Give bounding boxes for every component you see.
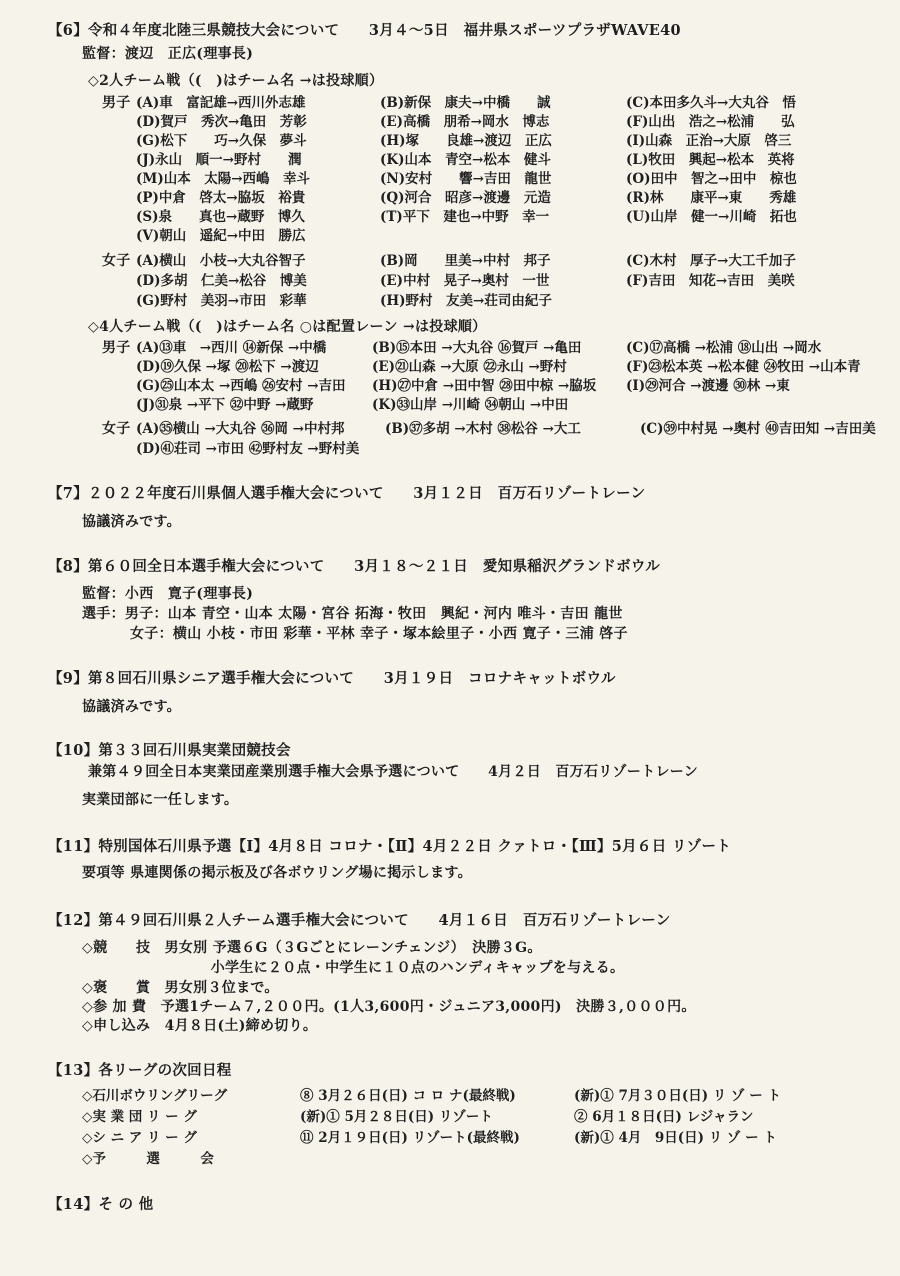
team-entry: (G)野村 美羽→市田 彩華 bbox=[136, 293, 307, 309]
team-entry: (T)平下 建也→中野 幸一 bbox=[380, 209, 550, 225]
section-12-line: 小学生に２０点・中学生に１０点のハンディキャップを与える。 bbox=[82, 960, 625, 976]
team-entry: (V)朝山 遥紀→中田 勝広 bbox=[136, 228, 306, 244]
team-entry: (E)高橋 朋希→岡水 博志 bbox=[380, 114, 550, 130]
two-men-label: 男子 bbox=[102, 95, 131, 111]
team-entry: (C)㊴中村晃 →奥村 ㊵吉田知 →吉田美 bbox=[640, 421, 876, 437]
section-12-line: ◇参 加 費 予選1チーム７,２００円。(1人3,600円・ジュニア3,000円) 決勝３,０００円。 bbox=[82, 999, 696, 1015]
team-entry: (A)㉟横山 →大丸谷 ㊱岡 →中村邦 bbox=[136, 421, 345, 437]
team-entry: (H)㉗中倉 →田中智 ㉘田中椋 →脇坂 bbox=[372, 378, 597, 394]
team-entry: (D)多胡 仁美→松谷 博美 bbox=[136, 273, 307, 289]
section-12-header: 【12】第４９回石川県２人チーム選手権大会について 4月１６日 百万石リゾートレーン bbox=[48, 912, 671, 929]
team-entry: (J)永山 順一→野村 潤 bbox=[136, 152, 302, 168]
team-entry: (J)㉛泉 →平下 ㉜中野 →蔵野 bbox=[136, 397, 314, 413]
section-9-body: 協議済みです。 bbox=[82, 699, 181, 715]
team-entry: (A)横山 小枝→大丸谷智子 bbox=[136, 253, 306, 269]
team-entry: (D)⑲久保 →塚 ⑳松下 →渡辺 bbox=[136, 359, 319, 375]
section-10-body: 実業団部に一任します。 bbox=[82, 792, 239, 808]
team-entry: (G)松下 巧→久保 夢斗 bbox=[136, 133, 307, 149]
league-name: ◇実 業 団 リ ー グ bbox=[82, 1109, 197, 1125]
team-entry: (A)車 富記雄→西川外志雄 bbox=[136, 95, 306, 111]
section-11-header: 【11】特別国体石川県予選【Ⅰ】4月８日 コロナ・【Ⅱ】4月２２日 クァトロ・【Ⅲ】5月６日 リゾート bbox=[48, 838, 732, 855]
team-entry: (C)木村 厚子→大工千加子 bbox=[626, 253, 796, 269]
team-entry: (A)⑬車 →西川 ⑭新保 →中橋 bbox=[136, 340, 327, 356]
team-entry: (Q)河合 昭彦→渡邊 元造 bbox=[380, 190, 551, 206]
team-entry: (C)本田多久斗→大丸谷 悟 bbox=[626, 95, 796, 111]
team-entry: (H)野村 友美→荘司由紀子 bbox=[380, 293, 552, 309]
section-7-body: 協議済みです。 bbox=[82, 514, 181, 530]
team-entry: (B)岡 里美→中村 邦子 bbox=[380, 253, 551, 269]
team-entry: (H)塚 良雄→渡辺 正広 bbox=[380, 133, 552, 149]
section-8-players-men: 選手：男子：山本 青空・山本 太陽・宮谷 拓海・牧田 興紀・河内 唯斗・吉田 龍世 bbox=[82, 606, 623, 622]
team-entry: (I)山森 正治→大原 啓三 bbox=[626, 133, 792, 149]
league-date: ⑧ 3月２６日(日) コ ロ ナ(最終戦) bbox=[300, 1088, 516, 1104]
team-entry: (L)牧田 興起→松本 英将 bbox=[626, 152, 795, 168]
team-entry: (E)中村 晃子→奥村 一世 bbox=[380, 273, 550, 289]
team-entry: (M)山本 太陽→西嶋 幸斗 bbox=[136, 171, 311, 187]
team-entry: (E)㉑山森 →大原 ㉒永山 →野村 bbox=[372, 359, 567, 375]
team-entry: (O)田中 智之→田中 椋也 bbox=[626, 171, 797, 187]
section-8-header: 【8】第６０回全日本選手権大会について 3月１８～２１日 愛知県稲沢グランドボウル bbox=[48, 558, 661, 575]
section-12-line: ◇褒 賞 男女別３位まで。 bbox=[82, 980, 279, 996]
team-entry: (P)中倉 啓太→脇坂 裕貴 bbox=[136, 190, 306, 206]
section-12-line: ◇競 技 男女別 予選６G（３Gごとにレーンチェンジ） 決勝３G。 bbox=[82, 940, 542, 956]
team-entry: (C)⑰高橋 →松浦 ⑱山出 →岡水 bbox=[626, 340, 822, 356]
league-name: ◇石川ボウリングリーグ bbox=[82, 1088, 228, 1104]
league-name: ◇予 選 会 bbox=[82, 1151, 214, 1167]
team-entry: (B)⑮本田 →大丸谷 ⑯賀戸 →亀田 bbox=[372, 340, 582, 356]
league-date: ② 6月１８日(日) レジャラン bbox=[574, 1109, 754, 1125]
team-entry: (U)山岸 健一→川崎 拓也 bbox=[626, 209, 797, 225]
team-entry: (K)山本 青空→松本 健斗 bbox=[380, 152, 551, 168]
four-men-label: 男子 bbox=[102, 340, 131, 356]
section-10-header: 【10】第３３回石川県実業団競技会 bbox=[48, 742, 291, 759]
four-team-title: ◇4人チーム戦（( )はチーム名 ○は配置レーン →は投球順） bbox=[88, 319, 487, 335]
section-6-coach: 監督：渡辺 正広(理事長) bbox=[82, 46, 254, 62]
league-date: (新)① 5月２８日(日) リゾート bbox=[300, 1109, 493, 1125]
league-name: ◇シ ニ ア リ ー グ bbox=[82, 1130, 197, 1146]
section-10-header-2: 兼第４９回全日本実業団産業別選手権大会県予選について 4月２日 百万石リゾートレーン bbox=[88, 764, 699, 780]
team-entry: (B)㊲多胡 →木村 ㊳松谷 →大工 bbox=[385, 421, 581, 437]
section-6-header: 【6】令和４年度北陸三県競技大会について 3月４～5日 福井県スポーツプラザWAVE40 bbox=[48, 22, 681, 39]
team-entry: (K)㉝山岸 →川崎 ㉞朝山 →中田 bbox=[372, 397, 569, 413]
section-13-header: 【13】各リーグの次回日程 bbox=[48, 1062, 232, 1079]
section-7-header: 【7】２０２２年度石川県個人選手権大会について 3月１２日 百万石リゾートレーン bbox=[48, 485, 646, 502]
team-entry: (S)泉 真也→蔵野 博久 bbox=[136, 209, 305, 225]
league-date: ⑪ 2月１９日(日) リゾート(最終戦) bbox=[300, 1130, 520, 1146]
section-9-header: 【9】第８回石川県シニア選手権大会について 3月１９日 コロナキャットボウル bbox=[48, 670, 616, 687]
team-entry: (R)林 康平→東 秀雄 bbox=[626, 190, 797, 206]
four-women-label: 女子 bbox=[102, 421, 131, 437]
team-entry: (D)賀戸 秀次→亀田 芳彰 bbox=[136, 114, 307, 130]
two-women-label: 女子 bbox=[102, 253, 131, 269]
section-8-players-women: 女子：横山 小枝・市田 彩華・平林 幸子・塚本絵里子・小西 寛子・三浦 啓子 bbox=[130, 626, 628, 642]
section-12-line: ◇申し込み 4月８日(土)締め切り。 bbox=[82, 1018, 318, 1034]
section-8-coach: 監督：小西 寛子(理事長) bbox=[82, 586, 254, 602]
two-team-title: ◇2人チーム戦（( )はチーム名 →は投球順） bbox=[88, 73, 384, 89]
section-14-header: 【14】そ の 他 bbox=[48, 1196, 154, 1213]
team-entry: (F)㉓松本英 →松本健 ㉔牧田 →山本青 bbox=[626, 359, 861, 375]
team-entry: (F)山出 浩之→松浦 弘 bbox=[626, 114, 795, 130]
league-date: (新)① 7月３０日(日) リ ゾ ー ト bbox=[574, 1088, 781, 1104]
team-entry: (B)新保 康夫→中橋 誠 bbox=[380, 95, 551, 111]
team-entry: (G)㉕山本太 →西嶋 ㉖安村 →吉田 bbox=[136, 378, 346, 394]
section-11-body: 要項等 県連関係の掲示板及び各ボウリング場に掲示します。 bbox=[82, 865, 472, 881]
team-entry: (F)吉田 知花→吉田 美咲 bbox=[626, 273, 795, 289]
team-entry: (N)安村 響→吉田 龍世 bbox=[380, 171, 552, 187]
team-entry: (I)㉙河合 →渡邊 ㉚林 →東 bbox=[626, 378, 790, 394]
team-entry: (D)㊶荘司 →市田 ㊷野村友 →野村美 bbox=[136, 441, 360, 457]
league-date: (新)① 4月 9日(日) リ ゾ ー ト bbox=[574, 1130, 777, 1146]
